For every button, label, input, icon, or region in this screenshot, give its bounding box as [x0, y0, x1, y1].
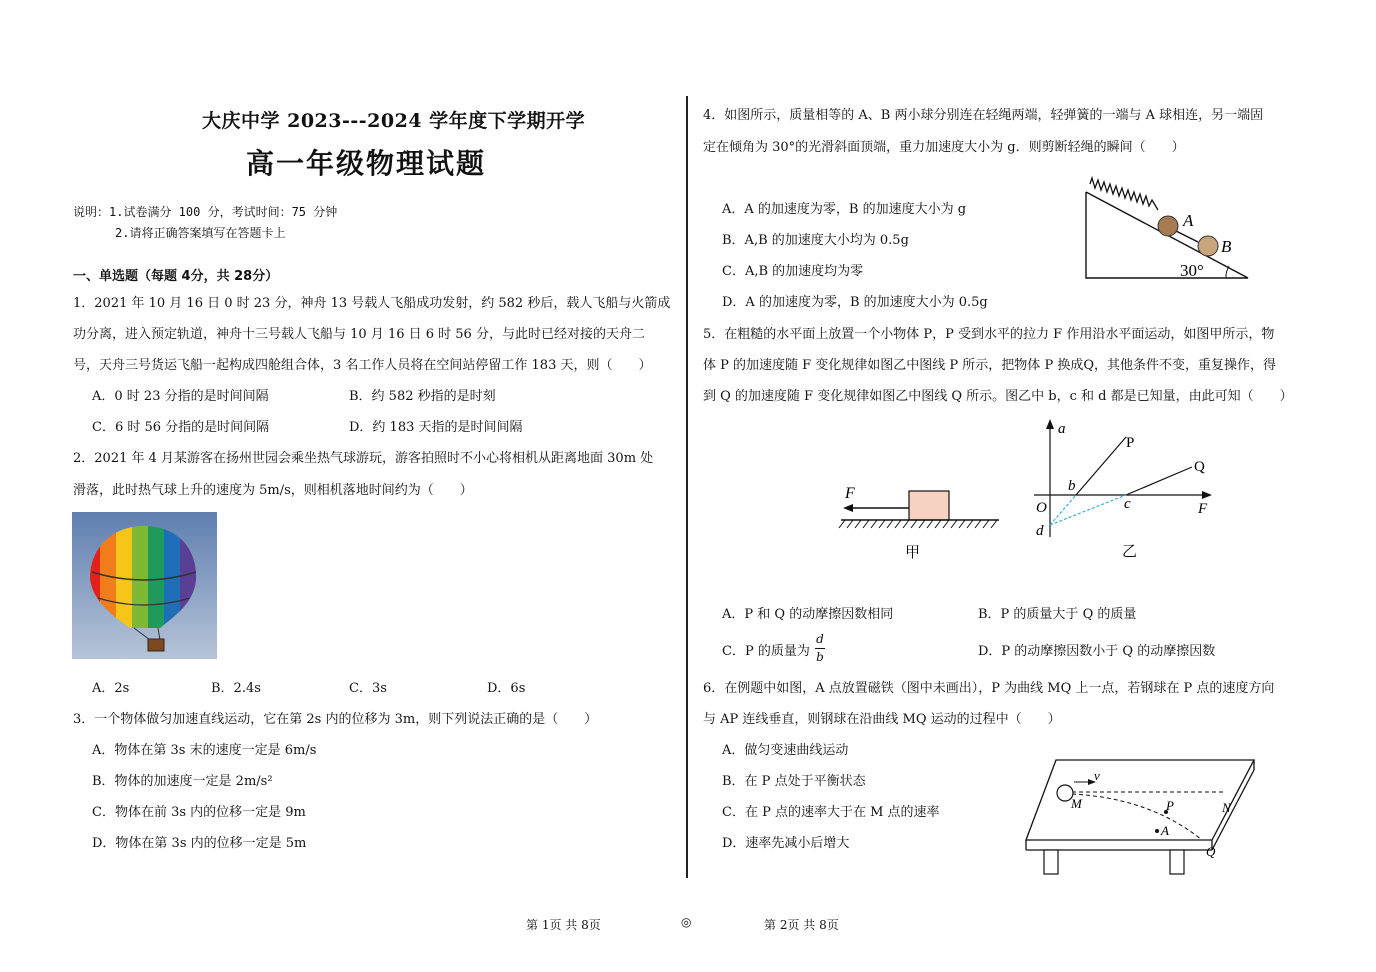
- point-p-label: P: [1166, 798, 1174, 813]
- note-line-1: 说明：1.试卷满分 100 分，考试时间：75 分钟: [73, 205, 338, 219]
- origin-label: O: [1036, 500, 1047, 516]
- point-n-label: N: [1222, 800, 1231, 815]
- page-divider: [686, 96, 688, 878]
- q1-line-1: 1．2021 年 10 月 16 日 0 时 23 分，神舟 13 号载人飞船成功发射，约 582 秒后，载人飞船与火箭成: [73, 296, 671, 311]
- q5-option-d: D．P 的动摩擦因数小于 Q 的动摩擦因数: [978, 644, 1216, 659]
- footer-page-left: 第 1页 共 8页: [526, 918, 601, 932]
- q4-line-1: 4．如图所示，质量相等的 A、B 两小球分别连在轻绳两端，轻弹簧的一端与 A 球相连，另一端固: [703, 108, 1264, 123]
- q1-option-c: C．6 时 56 分指的是时间间隔: [92, 420, 270, 435]
- fraction-numerator: d: [816, 632, 824, 646]
- velocity-label: v: [1094, 768, 1100, 783]
- point-m-label: M: [1071, 796, 1082, 811]
- block-figure: [835, 480, 1005, 565]
- b-label: b: [1068, 478, 1076, 494]
- q4-option-b: B．A,B 的加速度大小均为 0.5g: [722, 233, 909, 248]
- force-label: F: [845, 485, 855, 502]
- note-line-2: 2.请将正确答案填写在答题卡上: [115, 226, 286, 240]
- q4-option-c: C．A,B 的加速度均为零: [722, 264, 864, 279]
- footer-mark: ◎: [681, 915, 692, 929]
- q3-option-d: D．物体在第 3s 内的位移一定是 5m: [92, 836, 307, 851]
- hot-air-balloon-photo: [72, 512, 217, 659]
- q4-option-d: D．A 的加速度为零，B 的加速度大小为 0.5g: [722, 295, 988, 310]
- acceleration-graph: [1030, 415, 1220, 565]
- q1-option-a: A．0 时 23 分指的是时间间隔: [92, 389, 269, 404]
- q3-option-a: A．物体在第 3s 末的速度一定是 6m/s: [92, 743, 317, 758]
- ball-a-label: A: [1183, 211, 1194, 230]
- q5-option-a: A．P 和 Q 的动摩擦因数相同: [722, 607, 894, 622]
- q1-option-b: B．约 582 秒指的是时刻: [349, 389, 496, 404]
- q4-option-a: A．A 的加速度为零，B 的加速度大小为 g: [722, 202, 967, 217]
- point-a-label: A: [1161, 823, 1169, 838]
- q3-option-b: B．物体的加速度一定是 2m/s²: [92, 774, 273, 789]
- table-figure: [1020, 756, 1260, 881]
- fig-yi-caption: 乙: [1122, 544, 1138, 560]
- line-q-label: Q: [1194, 459, 1205, 475]
- footer-page-right: 第 2页 共 8页: [764, 918, 839, 932]
- school-line: 大庆中学 2023---2024 学年度下学期开学: [202, 110, 586, 132]
- q3-stem: 3．一个物体做匀加速直线运动，它在第 2s 内的位移为 3m，则下列说法正确的是（ ）: [73, 712, 598, 727]
- q3-option-c: C．物体在前 3s 内的位移一定是 9m: [92, 805, 306, 820]
- q2-line-1: 2．2021 年 4 月某游客在扬州世园会乘坐热气球游玩，游客拍照时不小心将相机从距离地面 30m 处: [73, 451, 654, 466]
- q6-line-2: 与 AP 连线垂直，则钢球在沿曲线 MQ 运动的过程中（ ）: [703, 712, 1061, 727]
- fig-jia-caption: 甲: [905, 545, 921, 561]
- q6-line-1: 6．在例题中如图，A 点放置磁铁（图中未画出），P 为曲线 MQ 上一点，若钢球在 P 点的速度方向: [703, 681, 1275, 696]
- q4-line-2: 定在倾角为 30°的光滑斜面顶端，重力加速度大小为 g．则剪断轻绳的瞬间（ ）: [703, 140, 1185, 155]
- point-q-label: Q: [1206, 844, 1216, 859]
- q5-line-1: 5．在粗糙的水平面上放置一个小物体 P，P 受到水平的拉力 F 作用沿水平面运动，如图甲所示，物: [703, 327, 1275, 342]
- q2-option-a: A．2s: [92, 681, 130, 696]
- fraction-denominator: b: [816, 650, 824, 664]
- c-label: c: [1124, 496, 1131, 512]
- angle-label: 30°: [1180, 261, 1204, 280]
- incline-figure: [1080, 170, 1255, 285]
- q2-line-2: 滑落，此时热气球上升的速度为 5m/s，则相机落地时间约为（ ）: [73, 483, 473, 498]
- a-axis-label: a: [1058, 421, 1066, 437]
- d-label: d: [1036, 523, 1044, 539]
- q5-line-3: 到 Q 的加速度随 F 变化规律如图乙中图线 Q 所示。图乙中 b，c 和 d 都是已知量，由此可知（ ）: [703, 389, 1293, 404]
- ball-b-label: B: [1221, 237, 1232, 256]
- q1-line-3: 号，天舟三号货运飞船一起构成四舱组合体，3 名工作人员将在空间站停留工作 183 天，则（ ）: [73, 358, 652, 373]
- section-heading: 一、单选题（每题 4分，共 28分）: [73, 269, 279, 284]
- q1-line-2: 功分离，进入预定轨道，神舟十三号载人飞船与 10 月 16 日 6 时 56 分，与此时已经对接的天舟二: [73, 327, 645, 342]
- q2-option-b: B．2.4s: [211, 681, 261, 696]
- q6-option-b: B．在 P 点处于平衡状态: [722, 774, 866, 789]
- q1-option-d: D．约 183 天指的是时间间隔: [349, 420, 523, 435]
- q6-option-c: C．在 P 点的速率大于在 M 点的速率: [722, 805, 940, 820]
- q5-line-2: 体 P 的加速度随 F 变化规律如图乙中图线 P 所示，把物体 P 换成Q，其他条件不变，重复操作，得: [703, 358, 1276, 373]
- fraction-bar: [815, 648, 825, 649]
- q2-option-d: D．6s: [487, 681, 526, 696]
- q6-option-a: A．做匀变速曲线运动: [722, 743, 849, 758]
- q5-option-c: C．P 的质量为: [722, 644, 810, 659]
- line-p-label: P: [1126, 435, 1135, 451]
- exam-title: 高一年级物理试题: [246, 147, 487, 180]
- q6-option-d: D．速率先减小后增大: [722, 836, 850, 851]
- q5-option-b: B．P 的质量大于 Q 的质量: [978, 607, 1137, 622]
- f-axis-label: F: [1198, 501, 1208, 517]
- q2-option-c: C．3s: [349, 681, 387, 696]
